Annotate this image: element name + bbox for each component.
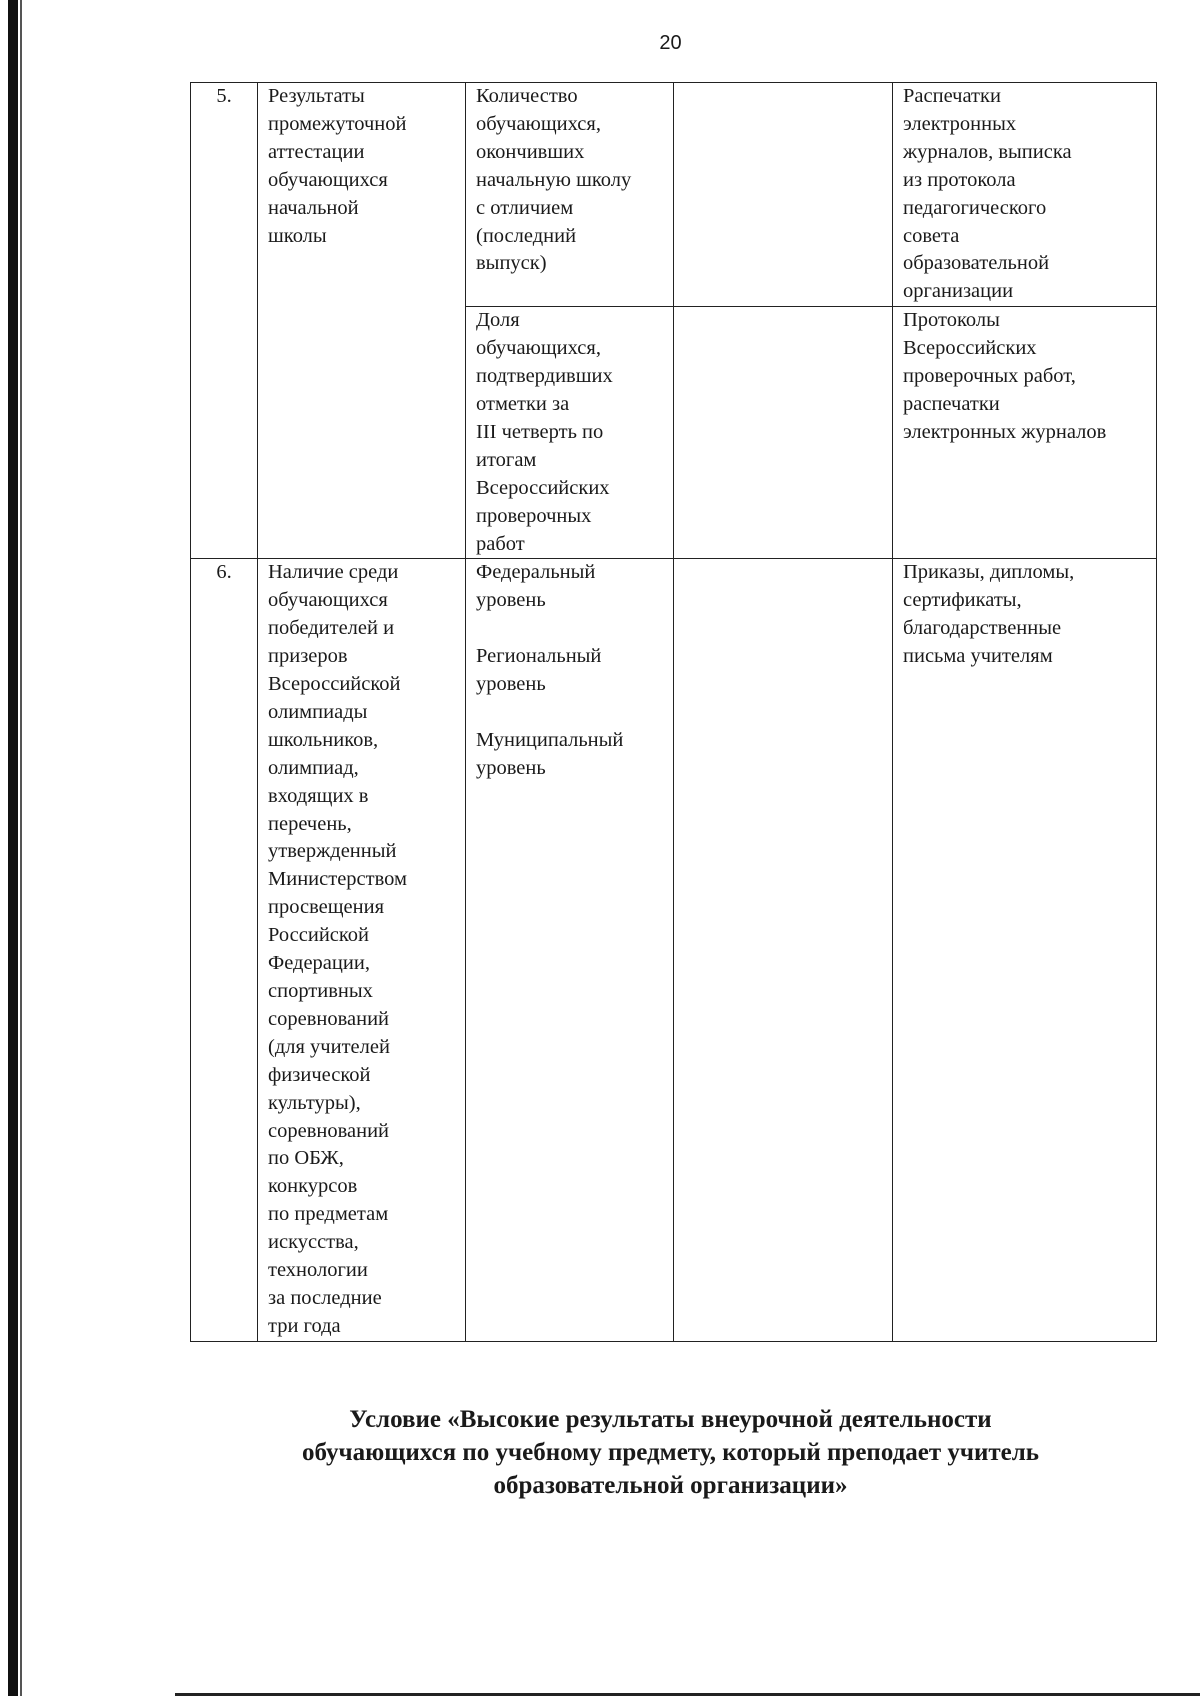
indicator-text: Федеральный уровень Региональный уровень Муниципальный уровень bbox=[476, 561, 624, 779]
scan-edge-left-thin bbox=[20, 0, 22, 1696]
criteria-table bbox=[190, 82, 1157, 1342]
page-number: 20 bbox=[659, 32, 682, 54]
value-cell bbox=[674, 559, 893, 1341]
indicator-text: Количество обучающихся, окончивших начальную школу с отличием (последний выпуск) bbox=[476, 85, 632, 275]
criterion-name: Наличие среди обучающихся победителей и призеров Всероссийской олимпиады школьников, олимпиад, входящих в перечень, утвержденный Министерством просвещения Российской Федерации, спортивных соревнований (для учителей физической культуры), соревнований по ОБЖ, конкурсов по предметам искусства, технологии за последние три года bbox=[268, 561, 407, 1337]
documents-cell bbox=[893, 307, 1157, 559]
section-heading-line: обучающихся по учебному предмету, который преподает учитель bbox=[301, 1439, 1040, 1466]
table-row bbox=[191, 83, 1157, 307]
row-number: 5. bbox=[216, 85, 232, 107]
documents-text: Протоколы Всероссийских проверочных работ, распечатки электронных журналов bbox=[903, 309, 1107, 443]
indicator-cell bbox=[466, 559, 674, 1341]
criterion-name-cell bbox=[258, 559, 466, 1341]
row-number-cell bbox=[191, 559, 258, 1341]
documents-cell bbox=[893, 559, 1157, 1341]
value-cell bbox=[674, 83, 893, 307]
documents-text: Распечатки электронных журналов, выписка из протокола педагогического совета образовательной организации bbox=[903, 85, 1072, 303]
documents-text: Приказы, дипломы, сертификаты, благодарственные письма учителям bbox=[903, 561, 1075, 668]
criterion-name: Результаты промежуточной аттестации обучающихся начальной школы bbox=[268, 85, 407, 247]
criterion-name-cell bbox=[258, 83, 466, 559]
section-heading bbox=[200, 1403, 1141, 1502]
documents-cell bbox=[893, 83, 1157, 307]
value-cell bbox=[674, 307, 893, 559]
indicator-cell bbox=[466, 307, 674, 559]
scan-edge-left bbox=[8, 0, 18, 1696]
indicator-cell bbox=[466, 83, 674, 307]
table-row bbox=[191, 559, 1157, 1341]
section-heading-line: Условие «Высокие результаты внеурочной деятельности bbox=[349, 1406, 992, 1433]
row-number: 6. bbox=[216, 561, 232, 584]
section-heading-line: образовательной организации» bbox=[493, 1472, 848, 1499]
indicator-text: Доля обучающихся, подтвердивших отметки за III четверть по итогам Всероссийских проверочных работ bbox=[476, 309, 613, 555]
row-number-cell bbox=[191, 83, 258, 559]
